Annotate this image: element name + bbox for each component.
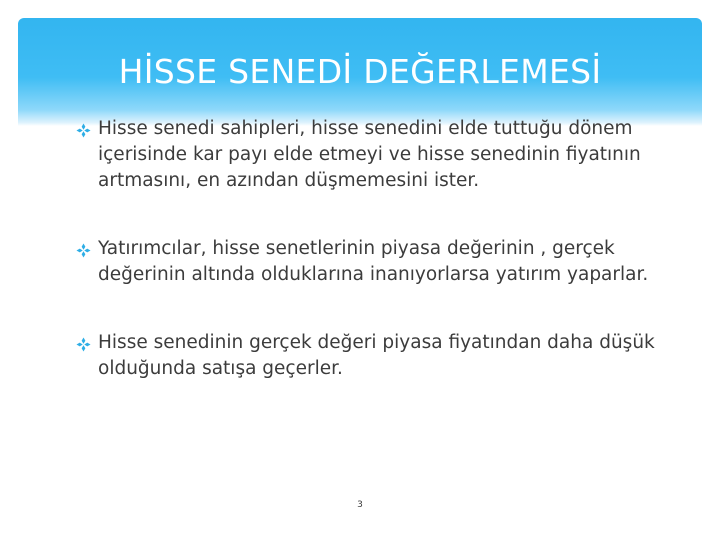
diamond-bullet-icon	[76, 123, 91, 138]
bullet-item	[76, 116, 676, 194]
diamond-bullet-icon	[76, 337, 91, 352]
diamond-bullet-icon	[76, 243, 91, 258]
bullet-list	[76, 110, 676, 382]
bullet-item	[76, 236, 676, 288]
bullet-text: Hisse senedi sahipleri, hisse senedini elde tuttuğu dönem içerisinde kar payı elde etmeyi ve hisse senedinin fiyatının artmasını, en azından düşmemesini ister.	[98, 118, 641, 191]
bullet-text: Hisse senedinin gerçek değeri piyasa fiyatından daha düşük olduğunda satışa geçerler.	[98, 332, 655, 379]
bullet-item	[76, 330, 676, 382]
bullet-text: Yatırımcılar, hisse senetlerinin piyasa değerinin , gerçek değerinin altında olduklarına inanıyorlarsa yatırım yaparlar.	[98, 238, 649, 285]
slide-title: HİSSE SENEDİ DEĞERLEMESİ	[118, 52, 602, 91]
page-number: 3	[357, 500, 363, 510]
